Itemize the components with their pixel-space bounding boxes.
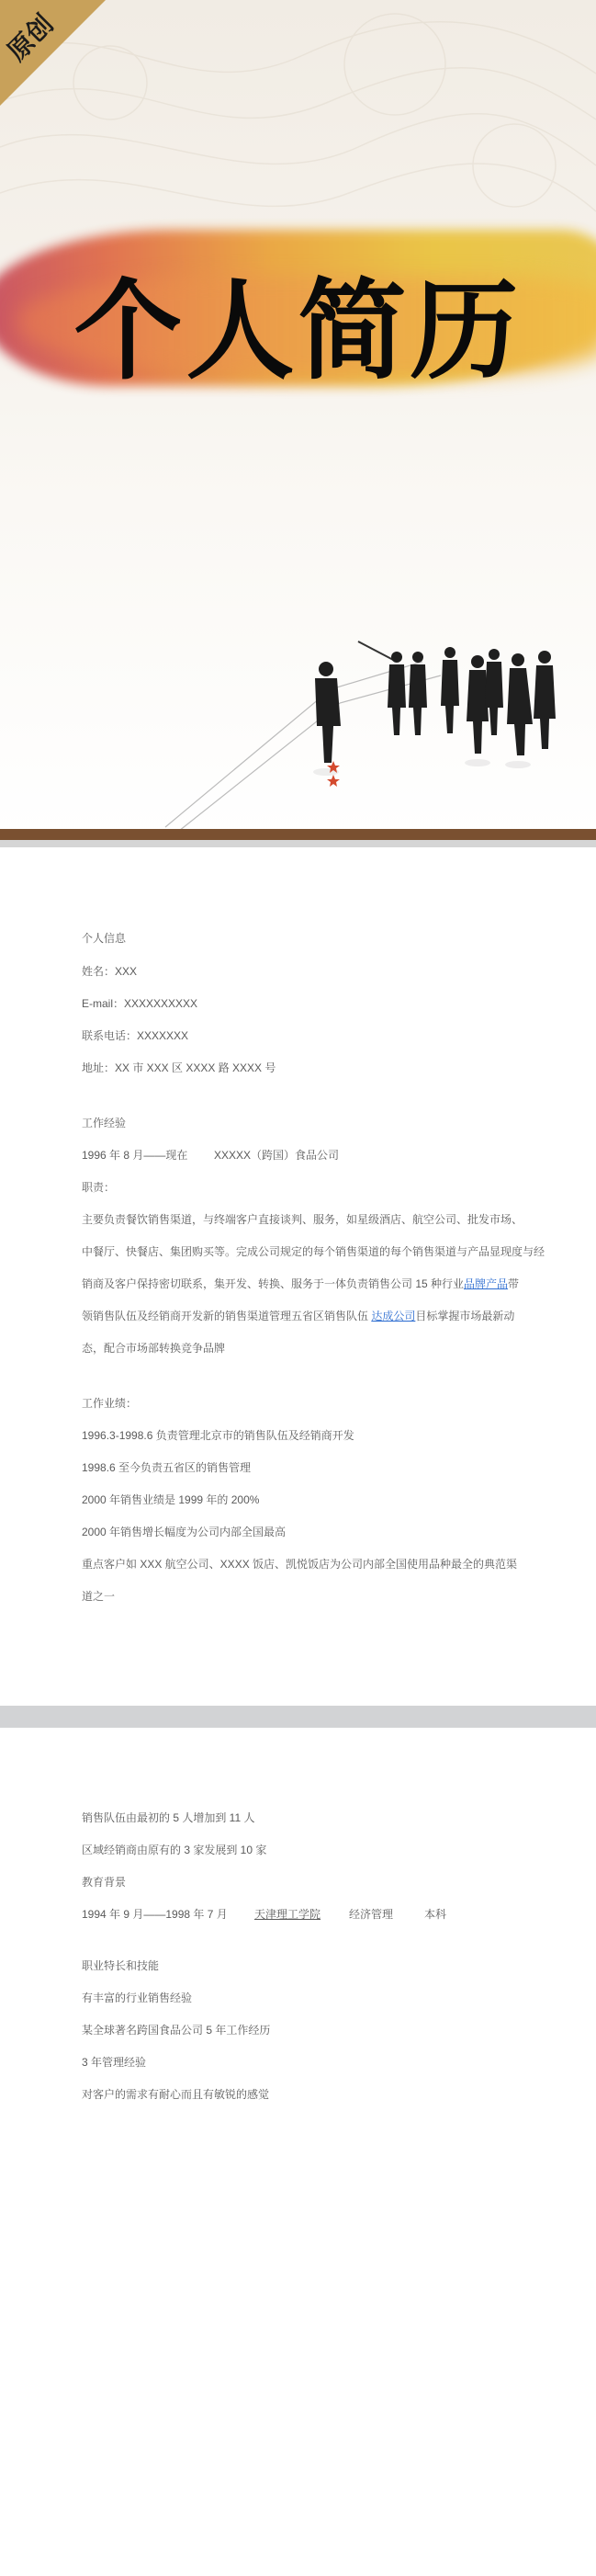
education-major: 经济管理	[349, 1908, 394, 1921]
education-heading: 教育背景	[82, 1876, 127, 1889]
duty-text: 目标掌握市场最新动	[415, 1310, 515, 1322]
skill-item: 某全球著名跨国食品公司 5 年工作经历	[82, 2024, 271, 2037]
cover-banner	[0, 0, 596, 841]
duty-line	[82, 1276, 519, 1292]
email-line: E-mail：XXXXXXXXXX	[82, 997, 198, 1010]
achievement-item: 销售队伍由最初的 5 人增加到 11 人	[82, 1811, 255, 1824]
duty-text: 领销售队伍及经销商开发新的销售渠道管理五省区销售队伍	[82, 1310, 372, 1322]
business-people-silhouettes	[147, 634, 596, 841]
skill-item: 对客户的需求有耐心而且有敏锐的感觉	[82, 2088, 270, 2101]
address-line: 地址：XX 市 XXX 区 XXXX 路 XXXX 号	[82, 1061, 276, 1074]
education-degree: 本科	[424, 1908, 447, 1921]
page-divider	[0, 1706, 596, 1728]
original-badge: 原创	[1, 8, 60, 67]
duty-line: 中餐厅、快餐店、集团购买等。完成公司规定的每个销售渠道的每个销售渠道与产品显现度与经	[82, 1245, 545, 1258]
brand-products-link[interactable]: 品牌产品	[464, 1277, 509, 1290]
education-period: 1994 年 9 月——1998 年 7 月	[82, 1908, 228, 1921]
duty-line: 主要负责餐饮销售渠道，与终端客户直接谈判、服务，如星级酒店、航空公司、批发市场、	[82, 1213, 523, 1226]
achievements-heading: 工作业绩：	[82, 1397, 138, 1410]
school-link[interactable]: 天津理工学院	[254, 1908, 321, 1921]
skill-item: 有丰富的行业销售经验	[82, 1992, 193, 2004]
duty-line	[82, 1308, 514, 1324]
phone-line: 联系电话：XXXXXXX	[82, 1029, 189, 1042]
duty-line: 态，配合市场部转换竞争品牌	[82, 1342, 226, 1355]
skills-heading: 职业特长和技能	[82, 1959, 160, 1972]
duty-label: 职责：	[82, 1181, 116, 1194]
name-line: 姓名：XXX	[82, 965, 138, 978]
personal-info-heading: 个人信息	[82, 932, 127, 945]
brown-rule	[0, 829, 596, 840]
work-experience-heading: 工作经验	[82, 1117, 127, 1129]
work-period: 1996 年 8 月——现在	[82, 1149, 188, 1162]
achievement-item: 1996.3-1998.6 负责管理北京市的销售队伍及经销商开发	[82, 1429, 354, 1442]
work-company: XXXXX（跨国）食品公司	[214, 1149, 340, 1162]
achievement-item: 2000 年销售增长幅度为公司内部全国最高	[82, 1526, 287, 1538]
gray-rule	[0, 840, 596, 847]
achievement-item: 道之一	[82, 1590, 116, 1603]
achievement-item: 1998.6 至今负责五省区的销售管理	[82, 1461, 252, 1474]
skill-item: 3 年管理经验	[82, 2056, 147, 2069]
achievement-item: 2000 年销售业绩是 1999 年的 200%	[82, 1493, 260, 1506]
achievement-item: 区域经销商由原有的 3 家发展到 10 家	[82, 1844, 267, 1856]
company-goal-link[interactable]: 达成公司	[371, 1310, 416, 1322]
duty-text: 带	[508, 1277, 520, 1290]
achievement-item: 重点客户如 XXX 航空公司、XXXX 饭店、凯悦饭店为公司内部全国使用品种最全的典范渠	[82, 1558, 518, 1571]
duty-text: 销商及客户保持密切联系，集开发、转换、服务于一体负责销售公司 15 种行业	[82, 1277, 465, 1290]
resume-title: 个人简历	[73, 267, 523, 394]
